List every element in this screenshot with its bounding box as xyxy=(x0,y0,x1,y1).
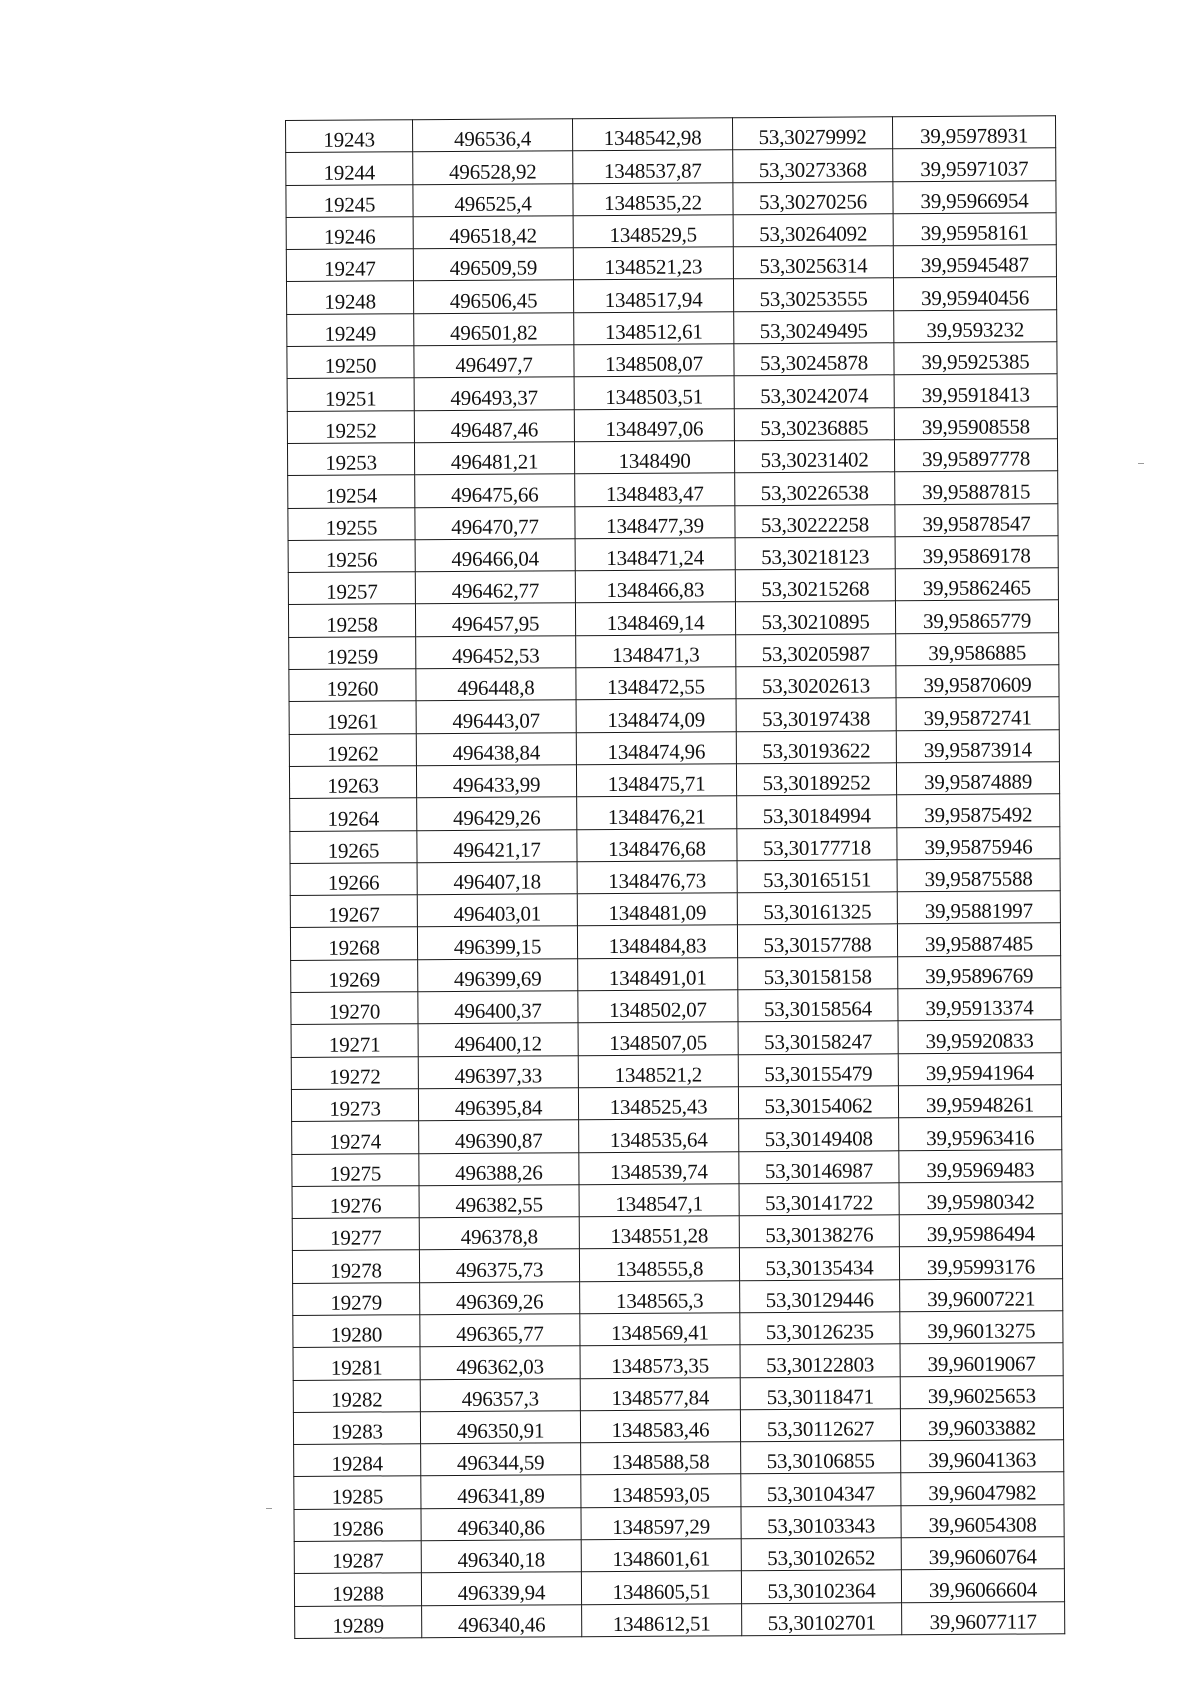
table-row xyxy=(291,988,1061,1025)
latitude-cell: 53,30112627 xyxy=(740,1409,900,1442)
y-coordinate-cell: 1348551,28 xyxy=(579,1216,739,1249)
point-number-cell: 19282 xyxy=(293,1379,420,1412)
y-coordinate-cell: 1348517,94 xyxy=(573,279,733,312)
point-number-cell: 19268 xyxy=(290,927,417,960)
latitude-cell: 53,30129446 xyxy=(740,1279,900,1312)
table-row xyxy=(290,794,1060,831)
table-row xyxy=(291,1085,1061,1122)
y-coordinate-cell: 1348472,55 xyxy=(576,667,736,700)
point-number-cell: 19285 xyxy=(294,1476,421,1509)
latitude-cell: 53,30118471 xyxy=(740,1376,900,1409)
point-number-cell: 19263 xyxy=(289,766,416,799)
x-coordinate-cell: 496400,12 xyxy=(418,1023,578,1056)
x-coordinate-cell: 496340,86 xyxy=(421,1507,581,1540)
table-row xyxy=(288,471,1058,508)
point-number-cell: 19288 xyxy=(294,1573,421,1606)
point-number-cell: 19280 xyxy=(293,1315,420,1348)
longitude-cell: 39,95881997 xyxy=(897,891,1060,924)
y-coordinate-cell: 1348537,87 xyxy=(573,150,733,183)
point-number-cell: 19272 xyxy=(291,1056,418,1089)
table-row xyxy=(287,406,1057,443)
table-row xyxy=(291,1020,1061,1057)
longitude-cell: 39,9586885 xyxy=(896,633,1059,666)
longitude-cell: 39,96066604 xyxy=(901,1569,1064,1602)
table-row xyxy=(294,1440,1064,1477)
y-coordinate-cell: 1348512,61 xyxy=(574,312,734,345)
latitude-cell: 53,30126235 xyxy=(740,1312,900,1345)
longitude-cell: 39,95865779 xyxy=(895,600,1058,633)
latitude-cell: 53,30264092 xyxy=(733,214,893,247)
x-coordinate-cell: 496438,84 xyxy=(416,732,576,765)
scan-mark-left xyxy=(266,1508,272,1509)
x-coordinate-cell: 496448,8 xyxy=(416,668,576,701)
x-coordinate-cell: 496506,45 xyxy=(413,280,573,313)
table-row xyxy=(288,600,1058,637)
y-coordinate-cell: 1348535,64 xyxy=(579,1119,739,1152)
y-coordinate-cell: 1348469,14 xyxy=(575,602,735,635)
x-coordinate-cell: 496466,04 xyxy=(415,539,575,572)
table-row xyxy=(288,503,1058,540)
latitude-cell: 53,30279992 xyxy=(732,117,892,150)
y-coordinate-cell: 1348483,47 xyxy=(575,473,735,506)
x-coordinate-cell: 496388,26 xyxy=(419,1152,579,1185)
y-coordinate-cell: 1348612,51 xyxy=(582,1603,742,1636)
point-number-cell: 19245 xyxy=(286,184,413,217)
x-coordinate-cell: 496399,69 xyxy=(418,958,578,991)
longitude-cell: 39,95920833 xyxy=(898,1020,1061,1053)
latitude-cell: 53,30197438 xyxy=(736,698,896,731)
table-row xyxy=(295,1601,1065,1638)
y-coordinate-cell: 1348476,73 xyxy=(577,861,737,894)
point-number-cell: 19261 xyxy=(289,701,416,734)
latitude-cell: 53,30103343 xyxy=(741,1506,901,1539)
x-coordinate-cell: 496382,55 xyxy=(419,1185,579,1218)
y-coordinate-cell: 1348490 xyxy=(574,441,734,474)
longitude-cell: 39,96041363 xyxy=(901,1440,1064,1473)
table-row xyxy=(293,1343,1063,1380)
x-coordinate-cell: 496536,4 xyxy=(413,119,573,152)
x-coordinate-cell: 496397,33 xyxy=(418,1055,578,1088)
table-row xyxy=(288,536,1058,573)
longitude-cell: 39,95958161 xyxy=(893,213,1056,246)
latitude-cell: 53,30141722 xyxy=(739,1183,899,1216)
latitude-cell: 53,30273368 xyxy=(733,149,893,182)
longitude-cell: 39,95978931 xyxy=(892,116,1055,149)
longitude-cell: 39,95986494 xyxy=(899,1214,1062,1247)
x-coordinate-cell: 496509,59 xyxy=(413,248,573,281)
latitude-cell: 53,30102652 xyxy=(741,1538,901,1571)
point-number-cell: 19287 xyxy=(294,1541,421,1574)
x-coordinate-cell: 496400,37 xyxy=(418,991,578,1024)
point-number-cell: 19283 xyxy=(293,1412,420,1445)
table-row xyxy=(286,245,1056,282)
longitude-cell: 39,95940456 xyxy=(893,277,1056,310)
table-row xyxy=(292,1214,1062,1251)
table-row xyxy=(293,1278,1063,1315)
x-coordinate-cell: 496452,53 xyxy=(416,635,576,668)
table-row xyxy=(294,1505,1064,1542)
table-row xyxy=(290,826,1060,863)
x-coordinate-cell: 496369,26 xyxy=(420,1281,580,1314)
longitude-cell: 39,95875946 xyxy=(897,826,1060,859)
longitude-cell: 39,95897778 xyxy=(894,439,1057,472)
latitude-cell: 53,30155479 xyxy=(738,1053,898,1086)
point-number-cell: 19289 xyxy=(295,1605,422,1638)
point-number-cell: 19276 xyxy=(292,1185,419,1218)
point-number-cell: 19243 xyxy=(286,120,413,153)
latitude-cell: 53,30226538 xyxy=(735,472,895,505)
latitude-cell: 53,30222258 xyxy=(735,504,895,537)
latitude-cell: 53,30158564 xyxy=(738,989,898,1022)
longitude-cell: 39,95913374 xyxy=(898,988,1061,1021)
point-number-cell: 19259 xyxy=(289,636,416,669)
table-row xyxy=(286,213,1056,250)
x-coordinate-cell: 496487,46 xyxy=(414,409,574,442)
point-number-cell: 19275 xyxy=(292,1153,419,1186)
point-number-cell: 19273 xyxy=(291,1089,418,1122)
table-row xyxy=(289,665,1059,702)
latitude-cell: 53,30215268 xyxy=(735,569,895,602)
y-coordinate-cell: 1348508,07 xyxy=(574,344,734,377)
latitude-cell: 53,30184994 xyxy=(737,795,897,828)
x-coordinate-cell: 496433,99 xyxy=(416,765,576,798)
table-row xyxy=(290,859,1060,896)
x-coordinate-cell: 496518,42 xyxy=(413,216,573,249)
y-coordinate-cell: 1348507,05 xyxy=(578,1022,738,1055)
point-number-cell: 19271 xyxy=(291,1024,418,1057)
point-number-cell: 19281 xyxy=(293,1347,420,1380)
x-coordinate-cell: 496375,73 xyxy=(419,1249,579,1282)
y-coordinate-cell: 1348588,58 xyxy=(581,1442,741,1475)
longitude-cell: 39,95870609 xyxy=(896,665,1059,698)
point-number-cell: 19253 xyxy=(287,443,414,476)
longitude-cell: 39,9593232 xyxy=(894,310,1057,343)
y-coordinate-cell: 1348497,06 xyxy=(574,408,734,441)
table-row xyxy=(288,568,1058,605)
table-row xyxy=(287,342,1057,379)
point-number-cell: 19277 xyxy=(292,1218,419,1251)
longitude-cell: 39,96025653 xyxy=(900,1375,1063,1408)
coordinates-table-body xyxy=(286,116,1065,1639)
y-coordinate-cell: 1348503,51 xyxy=(574,376,734,409)
y-coordinate-cell: 1348597,29 xyxy=(581,1507,741,1540)
table-row xyxy=(290,891,1060,928)
point-number-cell: 19267 xyxy=(290,895,417,928)
latitude-cell: 53,30161325 xyxy=(737,892,897,925)
table-row xyxy=(294,1472,1064,1509)
latitude-cell: 53,30189252 xyxy=(736,763,896,796)
table-row xyxy=(286,116,1056,153)
longitude-cell: 39,95908558 xyxy=(894,406,1057,439)
table-row xyxy=(294,1537,1064,1574)
longitude-cell: 39,96060764 xyxy=(901,1537,1064,1570)
y-coordinate-cell: 1348502,07 xyxy=(578,990,738,1023)
y-coordinate-cell: 1348476,21 xyxy=(577,796,737,829)
latitude-cell: 53,30231402 xyxy=(734,440,894,473)
point-number-cell: 19260 xyxy=(289,669,416,702)
latitude-cell: 53,30102701 xyxy=(742,1602,902,1635)
y-coordinate-cell: 1348547,1 xyxy=(579,1184,739,1217)
point-number-cell: 19256 xyxy=(288,540,415,573)
latitude-cell: 53,30236885 xyxy=(734,407,894,440)
y-coordinate-cell: 1348565,3 xyxy=(580,1280,740,1313)
x-coordinate-cell: 496403,01 xyxy=(417,894,577,927)
x-coordinate-cell: 496457,95 xyxy=(415,603,575,636)
latitude-cell: 53,30202613 xyxy=(736,666,896,699)
x-coordinate-cell: 496493,37 xyxy=(414,377,574,410)
latitude-cell: 53,30249495 xyxy=(734,311,894,344)
x-coordinate-cell: 496443,07 xyxy=(416,700,576,733)
x-coordinate-cell: 496350,91 xyxy=(420,1411,580,1444)
y-coordinate-cell: 1348521,23 xyxy=(573,247,733,280)
table-row xyxy=(293,1408,1063,1445)
latitude-cell: 53,30138276 xyxy=(739,1215,899,1248)
x-coordinate-cell: 496395,84 xyxy=(418,1088,578,1121)
y-coordinate-cell: 1348525,43 xyxy=(578,1087,738,1120)
table-row xyxy=(289,762,1059,799)
y-coordinate-cell: 1348569,41 xyxy=(580,1313,740,1346)
table-row xyxy=(292,1149,1062,1186)
longitude-cell: 39,95887815 xyxy=(895,471,1058,504)
longitude-cell: 39,95872741 xyxy=(896,697,1059,730)
x-coordinate-cell: 496339,94 xyxy=(421,1572,581,1605)
point-number-cell: 19266 xyxy=(290,863,417,896)
table-row xyxy=(294,1569,1064,1606)
point-number-cell: 19258 xyxy=(288,604,415,637)
point-number-cell: 19278 xyxy=(292,1250,419,1283)
table-row xyxy=(287,374,1057,411)
longitude-cell: 39,95969483 xyxy=(899,1149,1062,1182)
point-number-cell: 19265 xyxy=(290,830,417,863)
point-number-cell: 19274 xyxy=(292,1121,419,1154)
y-coordinate-cell: 1348529,5 xyxy=(573,215,733,248)
y-coordinate-cell: 1348471,24 xyxy=(575,538,735,571)
longitude-cell: 39,96077117 xyxy=(902,1601,1065,1634)
longitude-cell: 39,95873914 xyxy=(896,729,1059,762)
point-number-cell: 19252 xyxy=(287,410,414,443)
latitude-cell: 53,30104347 xyxy=(741,1473,901,1506)
longitude-cell: 39,95918413 xyxy=(894,374,1057,407)
y-coordinate-cell: 1348573,35 xyxy=(580,1345,740,1378)
y-coordinate-cell: 1348555,8 xyxy=(579,1248,739,1281)
scan-mark-right xyxy=(1138,463,1144,464)
y-coordinate-cell: 1348593,05 xyxy=(581,1474,741,1507)
table-row xyxy=(287,439,1057,476)
x-coordinate-cell: 496365,77 xyxy=(420,1314,580,1347)
latitude-cell: 53,30149408 xyxy=(739,1118,899,1151)
y-coordinate-cell: 1348476,68 xyxy=(577,828,737,861)
longitude-cell: 39,95878547 xyxy=(895,503,1058,536)
longitude-cell: 39,95896769 xyxy=(898,955,1061,988)
y-coordinate-cell: 1348471,3 xyxy=(576,635,736,668)
y-coordinate-cell: 1348481,09 xyxy=(577,893,737,926)
y-coordinate-cell: 1348535,22 xyxy=(573,182,733,215)
point-number-cell: 19251 xyxy=(287,378,414,411)
table-row xyxy=(293,1375,1063,1412)
x-coordinate-cell: 496429,26 xyxy=(417,797,577,830)
table-row xyxy=(290,923,1060,960)
point-number-cell: 19248 xyxy=(286,281,413,314)
longitude-cell: 39,95862465 xyxy=(895,568,1058,601)
table-row xyxy=(291,955,1061,992)
y-coordinate-cell: 1348577,84 xyxy=(580,1377,740,1410)
latitude-cell: 53,30245878 xyxy=(734,343,894,376)
x-coordinate-cell: 496390,87 xyxy=(419,1120,579,1153)
point-number-cell: 19246 xyxy=(286,217,413,250)
longitude-cell: 39,96007221 xyxy=(900,1278,1063,1311)
longitude-cell: 39,95963416 xyxy=(899,1117,1062,1150)
latitude-cell: 53,30122803 xyxy=(740,1344,900,1377)
x-coordinate-cell: 496470,77 xyxy=(415,506,575,539)
latitude-cell: 53,30218123 xyxy=(735,537,895,570)
longitude-cell: 39,96033882 xyxy=(900,1408,1063,1441)
x-coordinate-cell: 496501,82 xyxy=(414,313,574,346)
point-number-cell: 19244 xyxy=(286,152,413,185)
longitude-cell: 39,95993176 xyxy=(899,1246,1062,1279)
table-row xyxy=(292,1117,1062,1154)
latitude-cell: 53,30165151 xyxy=(737,860,897,893)
y-coordinate-cell: 1348583,46 xyxy=(580,1410,740,1443)
latitude-cell: 53,30253555 xyxy=(733,278,893,311)
x-coordinate-cell: 496399,15 xyxy=(417,926,577,959)
point-number-cell: 19255 xyxy=(288,507,415,540)
latitude-cell: 53,30177718 xyxy=(737,827,897,860)
x-coordinate-cell: 496407,18 xyxy=(417,862,577,895)
table-row xyxy=(289,633,1059,670)
latitude-cell: 53,30205987 xyxy=(736,634,896,667)
coordinates-table xyxy=(285,115,1065,1639)
point-number-cell: 19250 xyxy=(287,346,414,379)
longitude-cell: 39,95941964 xyxy=(898,1052,1061,1085)
latitude-cell: 53,30270256 xyxy=(733,181,893,214)
table-row xyxy=(289,697,1059,734)
y-coordinate-cell: 1348539,74 xyxy=(579,1151,739,1184)
x-coordinate-cell: 496357,3 xyxy=(420,1378,580,1411)
longitude-cell: 39,95966954 xyxy=(893,180,1056,213)
x-coordinate-cell: 496362,03 xyxy=(420,1346,580,1379)
longitude-cell: 39,96054308 xyxy=(901,1505,1064,1538)
y-coordinate-cell: 1348466,83 xyxy=(575,570,735,603)
point-number-cell: 19286 xyxy=(294,1508,421,1541)
table-row xyxy=(292,1182,1062,1219)
longitude-cell: 39,95869178 xyxy=(895,536,1058,569)
longitude-cell: 39,95948261 xyxy=(898,1085,1061,1118)
longitude-cell: 39,95887485 xyxy=(897,923,1060,956)
point-number-cell: 19254 xyxy=(288,475,415,508)
x-coordinate-cell: 496481,21 xyxy=(414,442,574,475)
point-number-cell: 19284 xyxy=(294,1444,421,1477)
y-coordinate-cell: 1348601,61 xyxy=(581,1539,741,1572)
point-number-cell: 19262 xyxy=(289,733,416,766)
y-coordinate-cell: 1348491,01 xyxy=(578,957,738,990)
table-row xyxy=(292,1246,1062,1283)
x-coordinate-cell: 496344,59 xyxy=(421,1443,581,1476)
y-coordinate-cell: 1348605,51 xyxy=(581,1571,741,1604)
x-coordinate-cell: 496525,4 xyxy=(413,183,573,216)
y-coordinate-cell: 1348542,98 xyxy=(572,118,732,151)
table-row xyxy=(286,180,1056,217)
y-coordinate-cell: 1348475,71 xyxy=(576,764,736,797)
x-coordinate-cell: 496421,17 xyxy=(417,829,577,862)
point-number-cell: 19264 xyxy=(290,798,417,831)
table-row xyxy=(291,1052,1061,1089)
longitude-cell: 39,95925385 xyxy=(894,342,1057,375)
longitude-cell: 39,95874889 xyxy=(896,762,1059,795)
point-number-cell: 19257 xyxy=(288,572,415,605)
x-coordinate-cell: 496497,7 xyxy=(414,345,574,378)
point-number-cell: 19247 xyxy=(286,249,413,282)
latitude-cell: 53,30135434 xyxy=(739,1247,899,1280)
point-number-cell: 19279 xyxy=(293,1282,420,1315)
latitude-cell: 53,30193622 xyxy=(736,730,896,763)
point-number-cell: 19270 xyxy=(291,992,418,1025)
longitude-cell: 39,96019067 xyxy=(900,1343,1063,1376)
x-coordinate-cell: 496341,89 xyxy=(421,1475,581,1508)
table-row xyxy=(286,277,1056,314)
latitude-cell: 53,30256314 xyxy=(733,246,893,279)
longitude-cell: 39,95971037 xyxy=(893,148,1056,181)
table-row xyxy=(286,148,1056,185)
point-number-cell: 19269 xyxy=(291,959,418,992)
latitude-cell: 53,30146987 xyxy=(739,1150,899,1183)
y-coordinate-cell: 1348484,83 xyxy=(577,925,737,958)
latitude-cell: 53,30242074 xyxy=(734,375,894,408)
longitude-cell: 39,96013275 xyxy=(900,1311,1063,1344)
longitude-cell: 39,96047982 xyxy=(901,1472,1064,1505)
table-row xyxy=(287,310,1057,347)
longitude-cell: 39,95980342 xyxy=(899,1182,1062,1215)
point-number-cell: 19249 xyxy=(287,313,414,346)
latitude-cell: 53,30158247 xyxy=(738,1021,898,1054)
latitude-cell: 53,30157788 xyxy=(737,924,897,957)
x-coordinate-cell: 496462,77 xyxy=(415,571,575,604)
longitude-cell: 39,95875492 xyxy=(897,794,1060,827)
latitude-cell: 53,30154062 xyxy=(738,1086,898,1119)
longitude-cell: 39,95875588 xyxy=(897,859,1060,892)
latitude-cell: 53,30102364 xyxy=(741,1570,901,1603)
longitude-cell: 39,95945487 xyxy=(893,245,1056,278)
latitude-cell: 53,30106855 xyxy=(741,1441,901,1474)
x-coordinate-cell: 496340,46 xyxy=(422,1604,582,1637)
y-coordinate-cell: 1348477,39 xyxy=(575,505,735,538)
y-coordinate-cell: 1348474,96 xyxy=(576,731,736,764)
x-coordinate-cell: 496378,8 xyxy=(419,1217,579,1250)
y-coordinate-cell: 1348474,09 xyxy=(576,699,736,732)
latitude-cell: 53,30210895 xyxy=(735,601,895,634)
x-coordinate-cell: 496528,92 xyxy=(413,151,573,184)
table-row xyxy=(293,1311,1063,1348)
x-coordinate-cell: 496475,66 xyxy=(415,474,575,507)
y-coordinate-cell: 1348521,2 xyxy=(578,1054,738,1087)
x-coordinate-cell: 496340,18 xyxy=(421,1540,581,1573)
latitude-cell: 53,30158158 xyxy=(738,956,898,989)
table-row xyxy=(289,729,1059,766)
